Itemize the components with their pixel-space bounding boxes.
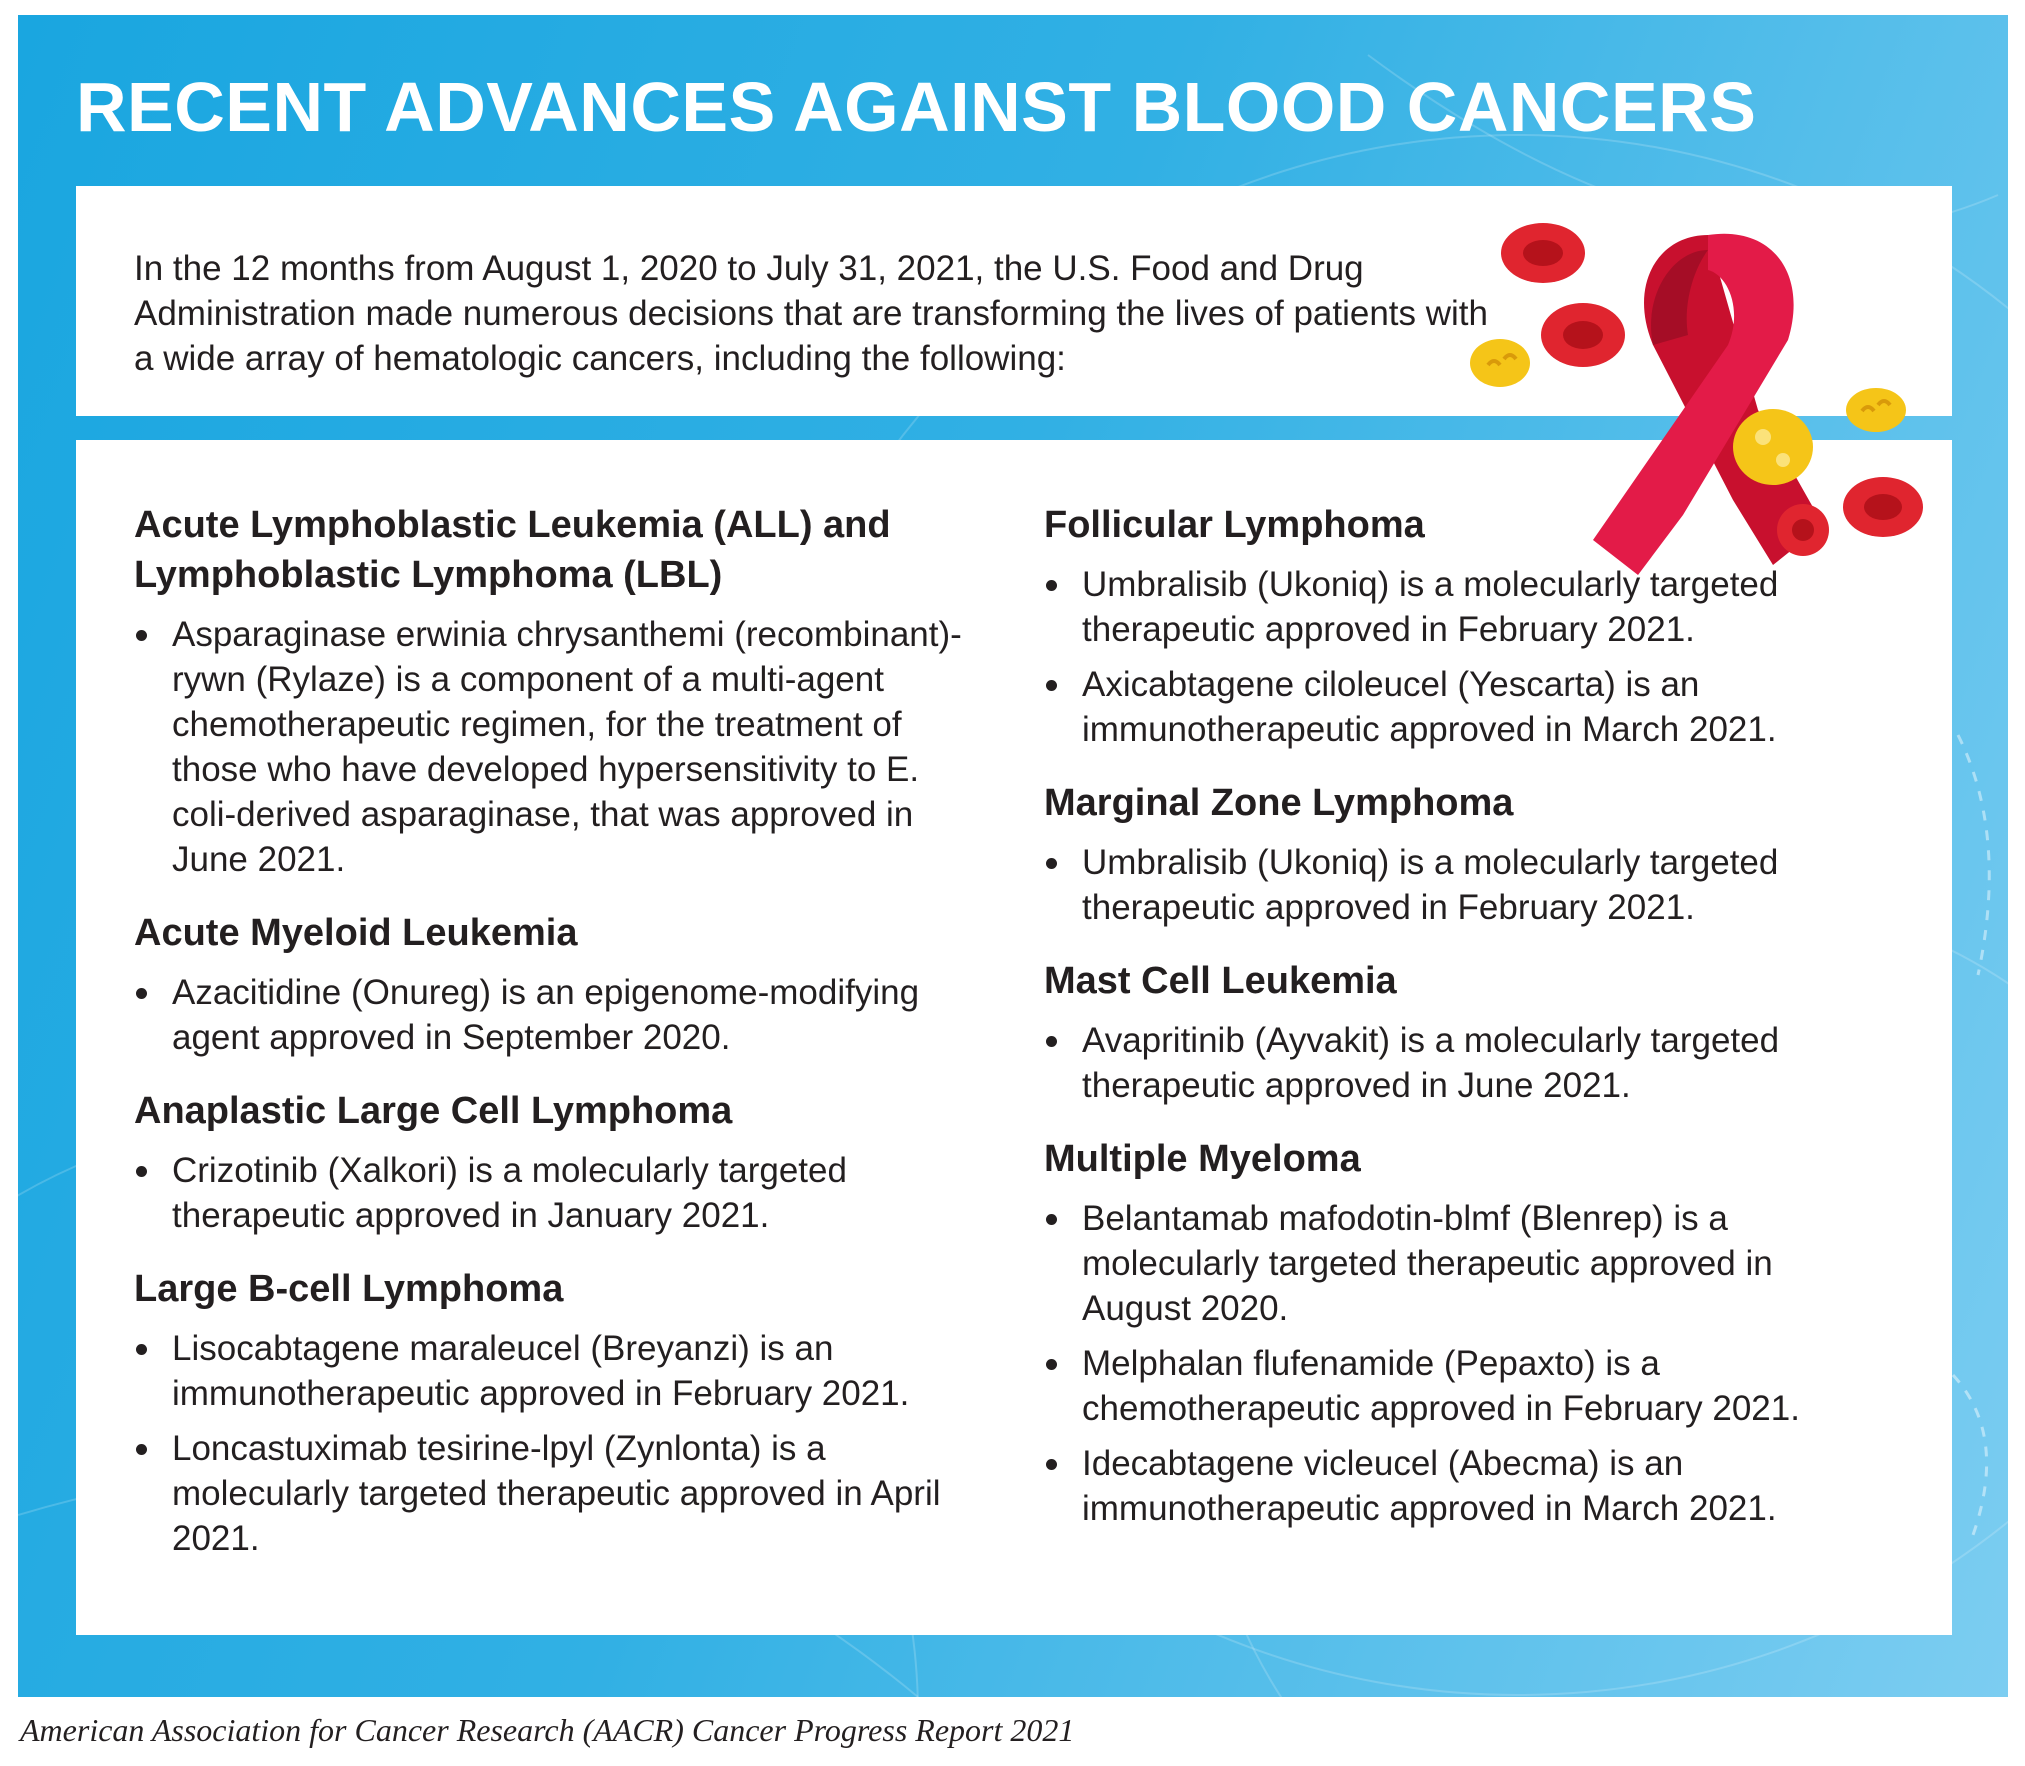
platelet-icon [1470,339,1530,387]
section-heading-line: Acute Lymphoblastic Leukemia (ALL) and [134,504,891,546]
section-heading: Anaplastic Large Cell Lymphoma [134,1090,733,1132]
section-heading: Acute Myeloid Leukemia [134,912,578,954]
intro-paragraph: In the 12 months from August 1, 2020 to July 31, 2021, the U.S. Food and Drug Administration made numerous decisions that are transforming the lives of patients with a wide array of hematologic cancers, including the following: [134,249,1488,378]
list-item-text: Idecabtagene vicleucel (Abecma) is an immunotherapeutic approved in March 2021. [1082,1444,1777,1528]
ribbon-illustration [1458,215,1928,585]
section-heading: Multiple Myeloma [1044,1138,1361,1180]
bullet-icon [1046,858,1057,869]
list-item [134,612,984,882]
list-item-text: Crizotinib (Xalkori) is a molecularly targeted therapeutic approved in January 2021. [172,1151,847,1235]
list-item-text: Avapritinib (Ayvakit) is a molecularly targeted therapeutic approved in June 2021. [1082,1021,1780,1105]
list-item-text: Asparaginase erwinia chrysanthemi (recombinant)-rywn (Rylaze) is a component of a multi-agent chemotherapeutic regimen, for the treatment of those who have developed hypersensitivity to E. coli-derived asparaginase, that was approved in June 2021. [172,615,962,879]
section-heading: Marginal Zone Lymphoma [1044,782,1514,824]
platelet-icon [1846,388,1906,432]
section-alcl [134,1086,984,1238]
list-item-text: Umbralisib (Ukoniq) is a molecularly targeted therapeutic approved in February 2021. [1082,843,1779,927]
bullet-icon [1046,580,1057,591]
source-credit: American Association for Cancer Research (AACR) Cancer Progress Report 2021 [20,1712,1075,1748]
section-multiple-myeloma [1044,1134,1864,1531]
list-item [134,1148,984,1238]
red-blood-cell-icon [1541,303,1625,367]
list-item [134,970,984,1060]
left-column [134,500,984,1587]
list-item [134,1426,984,1561]
list-item-text: Azacitidine (Onureg) is an epigenome-modifying agent approved in September 2020. [172,973,920,1057]
bullet-icon [136,1444,147,1455]
bullet-icon [1046,1459,1057,1470]
bullet-icon [1046,680,1057,691]
page-title: RECENT ADVANCES AGAINST BLOOD CANCERS [76,68,1757,146]
infographic-panel [18,15,2008,1697]
bullet-icon [1046,1214,1057,1225]
section-heading: Mast Cell Leukemia [1044,960,1397,1002]
bullet-icon [1046,1036,1057,1047]
section-heading: Follicular Lymphoma [1044,504,1425,546]
section-all-lbl [134,500,984,882]
red-blood-cell-icon [1777,504,1829,556]
list-item-text: Umbralisib (Ukoniq) is a molecularly targeted therapeutic approved in February 2021. [1082,565,1779,649]
section-mast-cell [1044,956,1864,1108]
section-heading [134,500,984,600]
list-item [134,1326,984,1416]
bullet-icon [136,630,147,641]
red-blood-cell-icon [1843,477,1923,537]
list-item-text: Melphalan flufenamide (Pepaxto) is a chemotherapeutic approved in February 2021. [1082,1344,1800,1428]
list-item [1044,1441,1864,1531]
right-column [1044,500,1864,1557]
list-item [1044,1018,1864,1108]
red-blood-cell-icon [1501,223,1585,283]
list-item [1044,1341,1864,1431]
section-marginal-zone [1044,778,1864,930]
section-aml [134,908,984,1060]
list-item-text: Loncastuximab tesirine-lpyl (Zynlonta) is a molecularly targeted therapeutic approved in April 2021. [172,1429,941,1558]
section-heading-line: Lymphoblastic Lymphoma (LBL) [134,554,723,596]
platelet-icon [1733,409,1813,485]
list-item [1044,840,1864,930]
bullet-icon [136,988,147,999]
list-item [1044,662,1864,752]
section-heading: Large B-cell Lymphoma [134,1268,564,1310]
section-lbcl [134,1264,984,1561]
list-item [1044,1196,1864,1331]
bullet-icon [1046,1359,1057,1370]
list-item-text: Belantamab mafodotin-blmf (Blenrep) is a molecularly targeted therapeutic approved in August 2020. [1082,1199,1773,1328]
approvals-box [76,440,1952,1635]
list-item-text: Axicabtagene ciloleucel (Yescarta) is an immunotherapeutic approved in March 2021. [1082,665,1777,749]
bullet-icon [136,1344,147,1355]
bullet-icon [136,1166,147,1177]
list-item-text: Lisocabtagene maraleucel (Breyanzi) is an immunotherapeutic approved in February 2021. [172,1329,910,1413]
